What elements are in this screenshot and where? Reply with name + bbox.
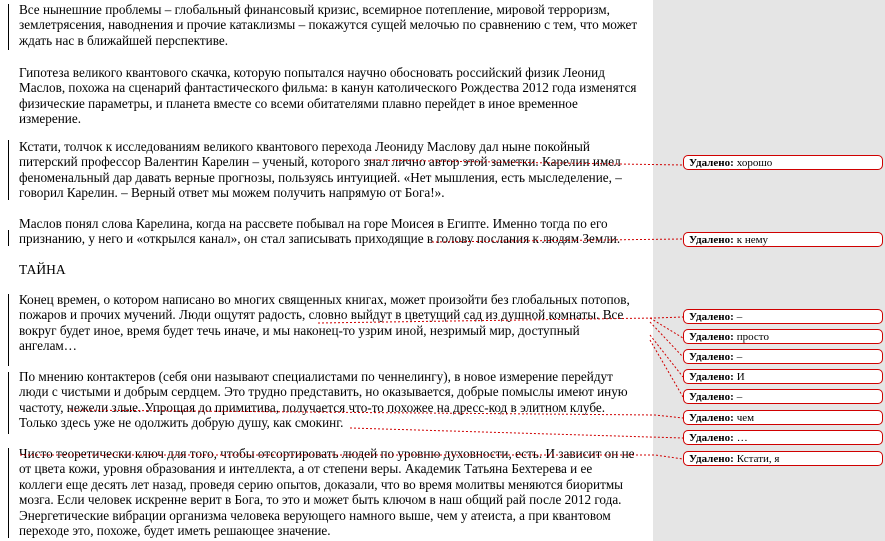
balloon-label: Удалено: [689, 331, 734, 343]
change-bar [8, 372, 9, 434]
change-bar [8, 140, 9, 200]
balloon-text: И [736, 371, 745, 383]
deleted-balloon[interactable] [683, 369, 883, 384]
balloon-label: Удалено: [689, 371, 734, 383]
balloon-label: Удалено: [689, 351, 734, 363]
paragraph-2[interactable]: Гипотеза великого квантового скачка, которую попытался научно обосновать российский физик Леонид Маслов, похожа на сценарий фантастического фильма: в канун католического Рождества 2012 года изменятся физические параметры, и планета вместе со всеми обитателями плавно перейдет в иное временное измерение. [19, 65, 637, 127]
balloon-label: Удалено: [689, 157, 734, 169]
change-bar [8, 448, 9, 538]
deleted-balloon[interactable] [683, 155, 883, 170]
balloon-label: Удалено: [689, 234, 734, 246]
deleted-balloon[interactable] [683, 349, 883, 364]
deleted-balloon[interactable] [683, 232, 883, 247]
balloon-text: … [736, 432, 748, 444]
paragraph-1[interactable]: Все нынешние проблемы – глобальный финансовый кризис, всемирное потепление, мировой терроризм, землетрясения, наводнения и прочие катаклизмы – покажутся сущей мелочью по сравнению с тем, что может ждать нас в ближайшей перспективе. [19, 2, 638, 48]
deleted-balloon[interactable] [683, 410, 883, 425]
balloon-text: к нему [736, 234, 769, 246]
balloon-label: Удалено: [689, 311, 734, 323]
section-heading: ТАЙНА [19, 262, 66, 277]
change-bar [8, 294, 9, 366]
deleted-balloon[interactable] [683, 430, 883, 445]
paragraph-6[interactable]: По мнению контактеров (себя они называют специалистами по ченнелингу), в новое измерение перейдут люди с чистыми и добрым сердцем. Это трудно представить, но оказывается, добрые помыслы имеют иную частоту, нежели злые. Упрощая до примитива, получается что-то похожее на дресс-код в элитном клубе. Только здесь уже не одолжить добрую душу, как смокинг. [19, 369, 628, 431]
deleted-balloon[interactable] [683, 329, 883, 344]
balloon-text: чем [736, 412, 755, 424]
paragraph-5[interactable]: Конец времен, о котором написано во многих священных книгах, может произойти без глобальных потопов, пожаров и прочих мучений. Люди ощутят радость, словно выйдут в цветущий сад из душной комнаты. Все вокруг будет иное, время будет течь иначе, и мы наконец-то узрим иной, незримый мир, доступный ангелам… [19, 292, 630, 354]
balloon-text: Кстати, я [736, 453, 780, 465]
deleted-balloon[interactable] [683, 389, 883, 404]
balloon-text: хорошо [736, 157, 773, 169]
balloon-text: просто [736, 331, 769, 343]
change-bar [8, 4, 9, 50]
paragraph-3[interactable]: Кстати, толчок к исследованиям великого квантового перехода Леониду Маслову дал ныне покойный питерский профессор Валентин Карелин – ученый, которого знал лично автор этой заметки. Карелин имел феноменальный дар давать верные прогнозы, пользуясь интуицией. «Нет мышления, есть мыследеление, – говорил Карелин. – Верный ответ мы можем получить напрямую от Бога!». [19, 139, 622, 201]
balloon-text: – [736, 351, 743, 363]
paragraph-7[interactable]: Чисто теоретически ключ для того, чтобы отсортировать людей по уровню духовности, есть. И зависит он не от цвета кожи, уровня образования и интеллекта, а от степени веры. Академик Татьяна Бехтерева и ее коллеги еще десять лет назад, проведя серию опытов, доказали, что во время молитвы меняются биоритмы мозга. Если человек искренне верит в Бога, то это и может быть ключом в наш общий рай после 2012 года. Энергетические вибрации организма человека верующего намного выше, чем у атеиста, а при квантовом переходе это, похоже, будет иметь решающее значение. [19, 446, 635, 539]
balloon-label: Удалено: [689, 412, 734, 424]
paragraph-4[interactable]: Маслов понял слова Карелина, когда на рассвете побывал на горе Моисея в Египте. Именно тогда по его признанию, у него и «открылся канал», он стал записывать приходящие в голову послания к людям Земли. [19, 216, 621, 247]
deleted-balloon[interactable] [683, 451, 883, 466]
balloon-text: – [736, 391, 743, 403]
balloon-label: Удалено: [689, 453, 734, 465]
deleted-balloon[interactable] [683, 309, 883, 324]
balloon-label: Удалено: [689, 432, 734, 444]
balloon-text: – [736, 311, 743, 323]
change-bar [8, 230, 9, 246]
balloon-label: Удалено: [689, 391, 734, 403]
